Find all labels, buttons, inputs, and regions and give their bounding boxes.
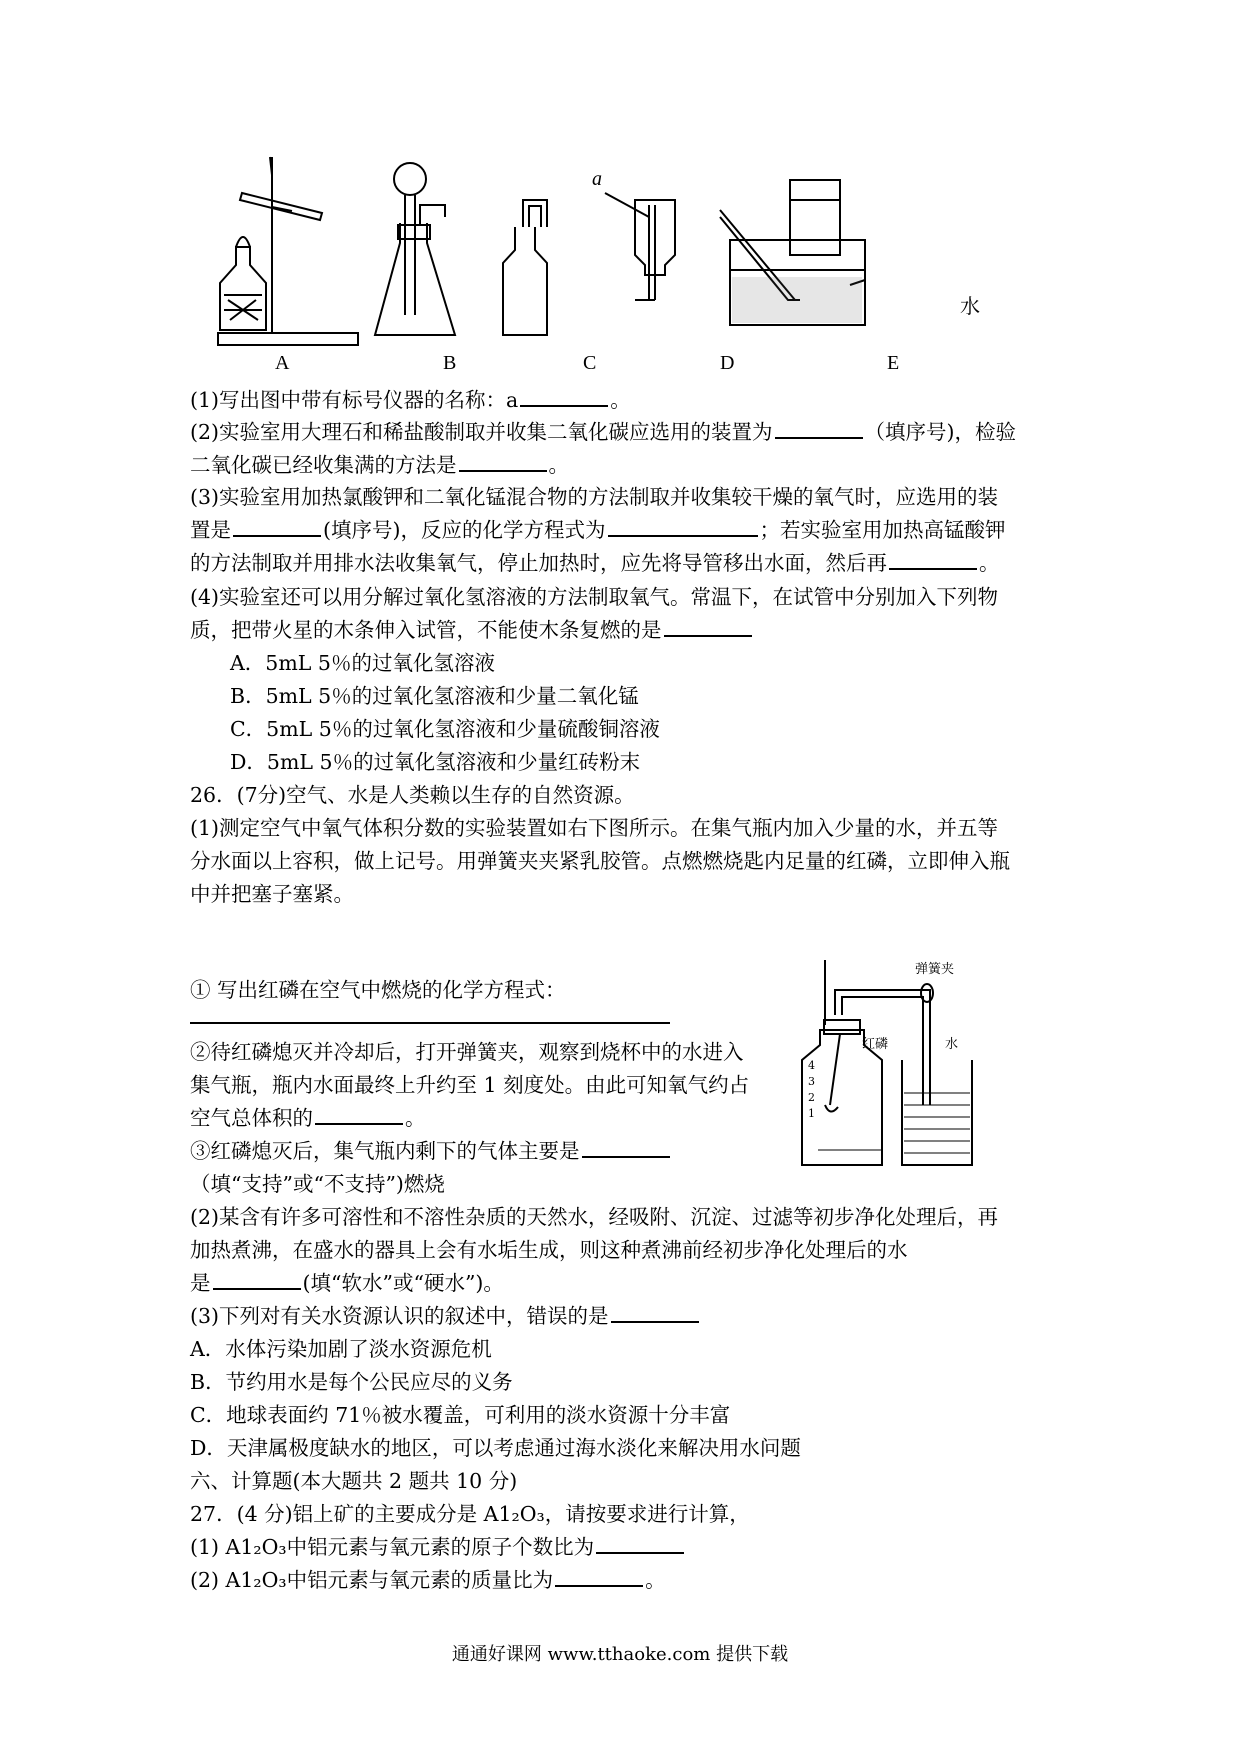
- fig-label-water: 水: [945, 1037, 959, 1052]
- oxygen-measurement-figure: [790, 955, 1010, 1170]
- q25-part4: (4)实验室还可以用分解过氧化氢溶液的方法制取氧气。常温下，在试管中分别加入下列物: [190, 585, 999, 609]
- q26-heading: 26．(7分)空气、水是人类赖以生存的自然资源。: [190, 783, 635, 807]
- q26-sub1: ① 写出红磷在空气中燃烧的化学方程式：: [190, 978, 566, 1002]
- fig-mark-4: 4: [808, 1059, 815, 1072]
- q26-option-c: C．地球表面约 71％被水覆盖，可利用的淡水资源十分丰富: [190, 1403, 731, 1427]
- answer-blank[interactable]: [596, 1532, 684, 1554]
- answer-blank[interactable]: [664, 615, 752, 637]
- q25-part2: (2)实验室用大理石和稀盐酸制取并收集二氧化碳应选用的装置为 （填序号)，检验: [190, 417, 1016, 447]
- stand-base-a: [218, 333, 358, 345]
- q26-part1: (1)测定空气中氧气体积分数的实验装置如右下图所示。在集气瓶内加入少量的水，并五等: [190, 816, 999, 840]
- fig-mark-3: 3: [808, 1075, 815, 1088]
- page-footer: 通通好课网 www.tthaoke.com 提供下载: [451, 1644, 789, 1665]
- q25-part3-cont: 置是 (填序号)，反应的化学方程式为 ；若实验室用加热高锰酸钾: [190, 515, 1006, 545]
- q26-option-b: B．节约用水是每个公民应尽的义务: [190, 1370, 513, 1394]
- q25-part3: (3)实验室用加热氯酸钾和二氧化锰混合物的方法制取并收集较干燥的氧气时，应选用的装: [190, 485, 999, 509]
- answer-blank[interactable]: [775, 417, 863, 439]
- q25-option-d: D．5mL 5％的过氧化氢溶液和少量红砖粉末: [230, 750, 641, 774]
- q27-heading: 27．(4 分)铝上矿的主要成分是 A1₂O₃，请按要求进行计算，: [190, 1502, 750, 1526]
- q25-part1: (1)写出图中带有标号仪器的名称：a 。: [190, 385, 631, 415]
- q26-option-a: A．水体污染加剧了淡水资源危机: [190, 1337, 492, 1361]
- figure-label-water: 水: [960, 296, 980, 318]
- q25-option-b: B．5mL 5％的过氧化氢溶液和少量二氧化锰: [230, 684, 639, 708]
- q26-part1-cont2: 中并把塞子塞紧。: [190, 882, 354, 906]
- answer-blank[interactable]: [582, 1136, 670, 1158]
- answer-blank[interactable]: [233, 515, 321, 537]
- q26-sub3: ③红磷熄灭后，集气瓶内剩下的气体主要是: [190, 1136, 672, 1166]
- answer-blank[interactable]: [213, 1268, 301, 1290]
- q25-part3-cont2: 的方法制取并用排水法收集氧气，停止加热时，应先将导管移出水面，然后再 。: [190, 548, 1000, 578]
- q26-part2: (2)某含有许多可溶性和不溶性杂质的天然水，经吸附、沉淀、过滤等初步净化处理后，再: [190, 1205, 999, 1229]
- answer-blank[interactable]: [315, 1103, 403, 1125]
- q26-option-d: D．天津属极度缺水的地区，可以考虑通过海水淡化来解决用水问题: [190, 1436, 801, 1460]
- answer-blank[interactable]: [608, 515, 758, 537]
- q26-sub3-cont: （填“支持”或“不支持”)燃烧: [190, 1172, 445, 1196]
- answer-line[interactable]: [190, 1022, 670, 1024]
- figure-label-D: D: [720, 352, 735, 374]
- fig-mark-2: 2: [808, 1091, 815, 1104]
- figure-label-a-letter: a: [592, 168, 602, 190]
- q26-sub2-cont2: 空气总体积的 。: [190, 1103, 426, 1133]
- section-heading: 六、计算题(本大题共 2 题共 10 分): [190, 1469, 518, 1493]
- q27-part2: (2) A1₂O₃中铝元素与氧元素的质量比为 。: [190, 1565, 666, 1595]
- q25-part4-cont: 质，把带火星的木条伸入试管，不能使木条复燃的是: [190, 615, 754, 645]
- answer-blank[interactable]: [459, 450, 547, 472]
- answer-blank[interactable]: [555, 1565, 643, 1587]
- q26-part3: (3)下列对有关水资源认识的叙述中，错误的是: [190, 1301, 701, 1331]
- q26-sub2: ②待红磷熄灭并冷却后，打开弹簧夹，观察到烧杯中的水进入: [190, 1040, 744, 1064]
- fig-label-spring-clip: 弹簧夹: [915, 962, 955, 977]
- q26-part2-cont: 加热煮沸，在盛水的器具上会有水垢生成，则这种煮沸前经初步净化处理后的水: [190, 1238, 908, 1262]
- answer-blank[interactable]: [889, 548, 977, 570]
- q25-option-a: A．5mL 5％的过氧化氢溶液: [230, 651, 495, 675]
- fig-mark-1: 1: [808, 1107, 815, 1120]
- figure-label-C: C: [583, 352, 597, 374]
- answer-blank[interactable]: [611, 1301, 699, 1323]
- q25-option-c: C．5mL 5％的过氧化氢溶液和少量硫酸铜溶液: [230, 717, 660, 741]
- figure-label-B: B: [443, 352, 457, 374]
- q27-part1: (1) A1₂O₃中铝元素与氧元素的原子个数比为: [190, 1532, 686, 1562]
- q26-part1-cont: 分水面以上容积，做上记号。用弹簧夹夹紧乳胶管。点燃燃烧匙内足量的红磷，立即伸入瓶: [190, 849, 1010, 873]
- q25-part2-cont: 二氧化碳已经收集满的方法是 。: [190, 450, 569, 480]
- figure-label-E: E: [887, 352, 900, 374]
- q26-sub2-cont: 集气瓶，瓶内水面最终上升约至 1 刻度处。由此可知氧气约占: [190, 1073, 750, 1097]
- fig-label-red-phosphorus: 红磷: [862, 1037, 889, 1052]
- figure-label-A: A: [275, 352, 290, 374]
- answer-blank[interactable]: [520, 385, 608, 407]
- q26-part2-cont2: 是 (填“软水”或“硬水”)。: [190, 1268, 504, 1298]
